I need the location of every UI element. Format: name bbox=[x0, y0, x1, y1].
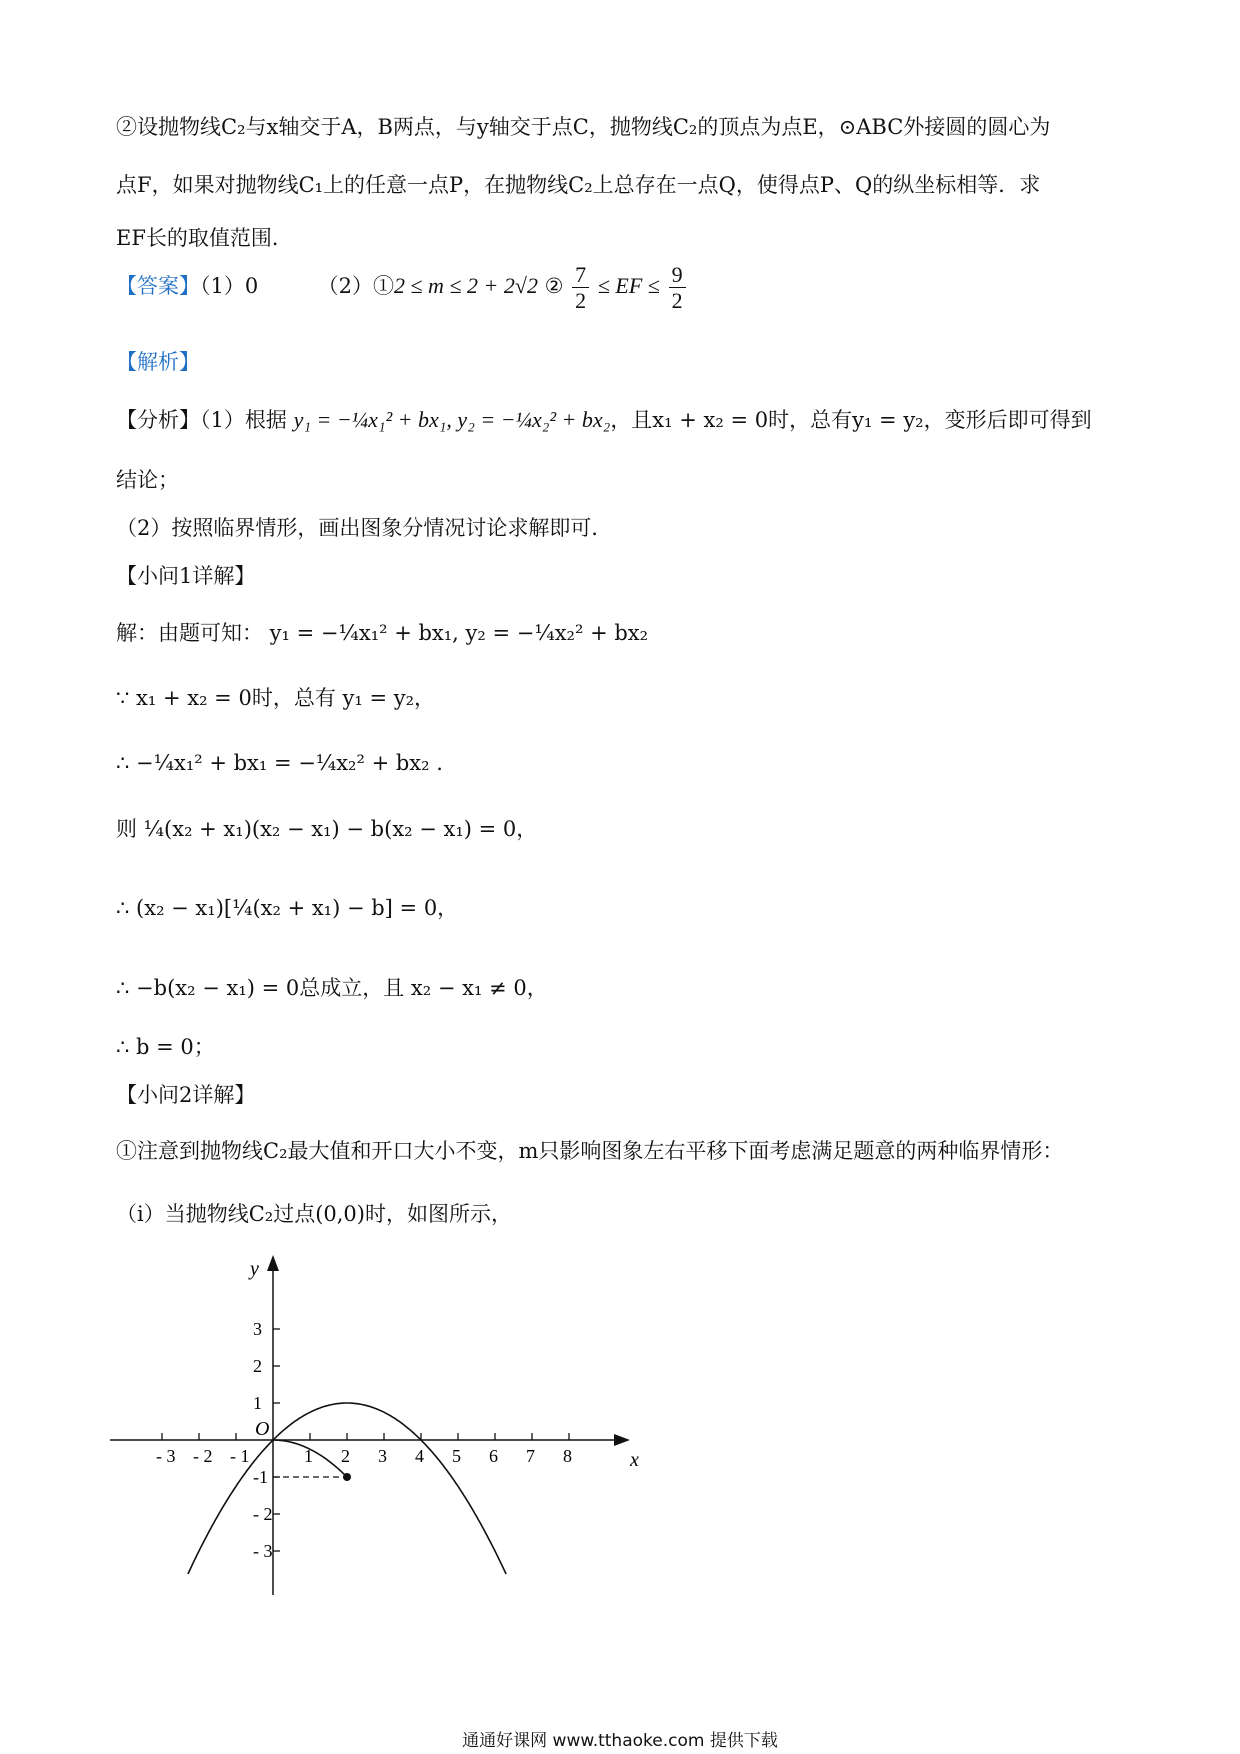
fenxi-line-3: （2）按照临界情形，画出图象分情况讨论求解即可． bbox=[116, 516, 613, 540]
x-axis-label: x bbox=[630, 1449, 639, 1471]
q1-step-2: ∵ x₁ + x₂ = 0时，总有 y₁ = y₂， bbox=[116, 686, 435, 710]
y-axis-label: y bbox=[250, 1258, 259, 1280]
q1-step-4: 则 ¼(x₂ + x₁)(x₂ − x₁) − b(x₂ − x₁) = 0， bbox=[116, 817, 538, 841]
question-line-3: EF长的取值范围． bbox=[116, 226, 293, 250]
q2-step-1: ①注意到抛物线C₂最大值和开口大小不变，m只影响图象左右平移下面考虑满足题意的两种临界情形： bbox=[116, 1139, 1064, 1163]
fenxi-text-1: （1）根据 bbox=[200, 408, 287, 432]
end-point bbox=[343, 1473, 351, 1481]
x-tick-label: 7 bbox=[526, 1446, 535, 1466]
q2-step-2: （i）当抛物线C₂过点(0,0)时，如图所示， bbox=[116, 1202, 512, 1226]
parabola-graph bbox=[100, 1255, 660, 1600]
y-tick-label: - 3 bbox=[253, 1541, 273, 1561]
x-tick-label: 3 bbox=[378, 1446, 387, 1466]
answer-1: （1）0 bbox=[200, 274, 259, 298]
answer-line bbox=[116, 256, 688, 316]
x-tick-label: 5 bbox=[452, 1446, 461, 1466]
q1-step-6: ∴ −b(x₂ − x₁) = 0总成立，且 x₂ − x₁ ≠ 0， bbox=[116, 976, 548, 1000]
fenxi-line-2: 结论； bbox=[116, 468, 179, 492]
x-tick-label: - 2 bbox=[193, 1446, 213, 1466]
y-tick-label: - 2 bbox=[253, 1504, 273, 1524]
analysis-label: 【解析】 bbox=[116, 350, 200, 374]
answer-label: 【答案】 bbox=[116, 274, 200, 298]
x-tick-label: - 1 bbox=[230, 1446, 250, 1466]
fenxi-text-2: ，且x₁ + x₂ = 0时，总有y₁ = y₂，变形后即可得到 bbox=[610, 408, 1092, 432]
answer-2b-label: ② bbox=[544, 274, 564, 298]
y-tick-label: 2 bbox=[253, 1356, 262, 1376]
answer-2a-math: 2 ≤ m ≤ 2 + 2√2 bbox=[393, 273, 538, 298]
fenxi-label: 【分析】 bbox=[116, 408, 200, 432]
answer-2a-label: （2）① bbox=[317, 274, 394, 298]
y-tick-label: 3 bbox=[253, 1319, 262, 1339]
parabola-c2 bbox=[188, 1403, 506, 1574]
x-tick-label: 4 bbox=[415, 1446, 424, 1466]
q1-step-1: 解：由题可知： y₁ = −¼x₁² + bx₁, y₂ = −¼x₂² + bx₂ bbox=[116, 621, 649, 645]
q1-step-3: ∴ −¼x₁² + bx₁ = −¼x₂² + bx₂ . bbox=[116, 751, 443, 775]
question-line-2: 点F，如果对抛物线C₁上的任意一点P，在抛物线C₂上总存在一点Q，使得点P、Q的纵坐标相等．求 bbox=[116, 173, 1041, 197]
q1-label: 【小问1详解】 bbox=[116, 564, 256, 588]
origin-label: O bbox=[255, 1418, 270, 1440]
footer-text: 通通好课网 www.tthaoke.com 提供下载 bbox=[462, 1731, 778, 1751]
x-tick-label: - 3 bbox=[156, 1446, 176, 1466]
x-axis bbox=[110, 1434, 630, 1446]
answer-2b-frac-1: $\frac{7}{2}$ bbox=[572, 264, 589, 312]
fenxi-math: y₁ = −¼x₁² + bx₁, y₂ = −¼x₂² + bx₂ bbox=[293, 407, 611, 432]
q1-step-7: ∴ b = 0； bbox=[116, 1035, 215, 1059]
q2-label: 【小问2详解】 bbox=[116, 1083, 256, 1107]
y-tick-label: -1 bbox=[253, 1467, 268, 1487]
x-tick-label: 2 bbox=[341, 1446, 350, 1466]
answer-2b-frac-2: $\frac{9}{2}$ bbox=[669, 264, 686, 312]
x-tick-label: 6 bbox=[489, 1446, 498, 1466]
y-tick-label: 1 bbox=[253, 1393, 262, 1413]
answer-2b-mid: ≤ EF ≤ bbox=[597, 273, 660, 298]
x-tick-label: 1 bbox=[304, 1446, 313, 1466]
x-tick-label: 8 bbox=[563, 1446, 572, 1466]
question-line-1: ②设抛物线C₂与x轴交于A，B两点，与y轴交于点C，抛物线C₂的顶点为点E，⊙ABC外接圆的圆心为 bbox=[116, 115, 1051, 139]
q1-step-5: ∴ (x₂ − x₁)[¼(x₂ + x₁) − b] = 0， bbox=[116, 896, 459, 920]
fenxi-line-1 bbox=[116, 405, 1092, 435]
